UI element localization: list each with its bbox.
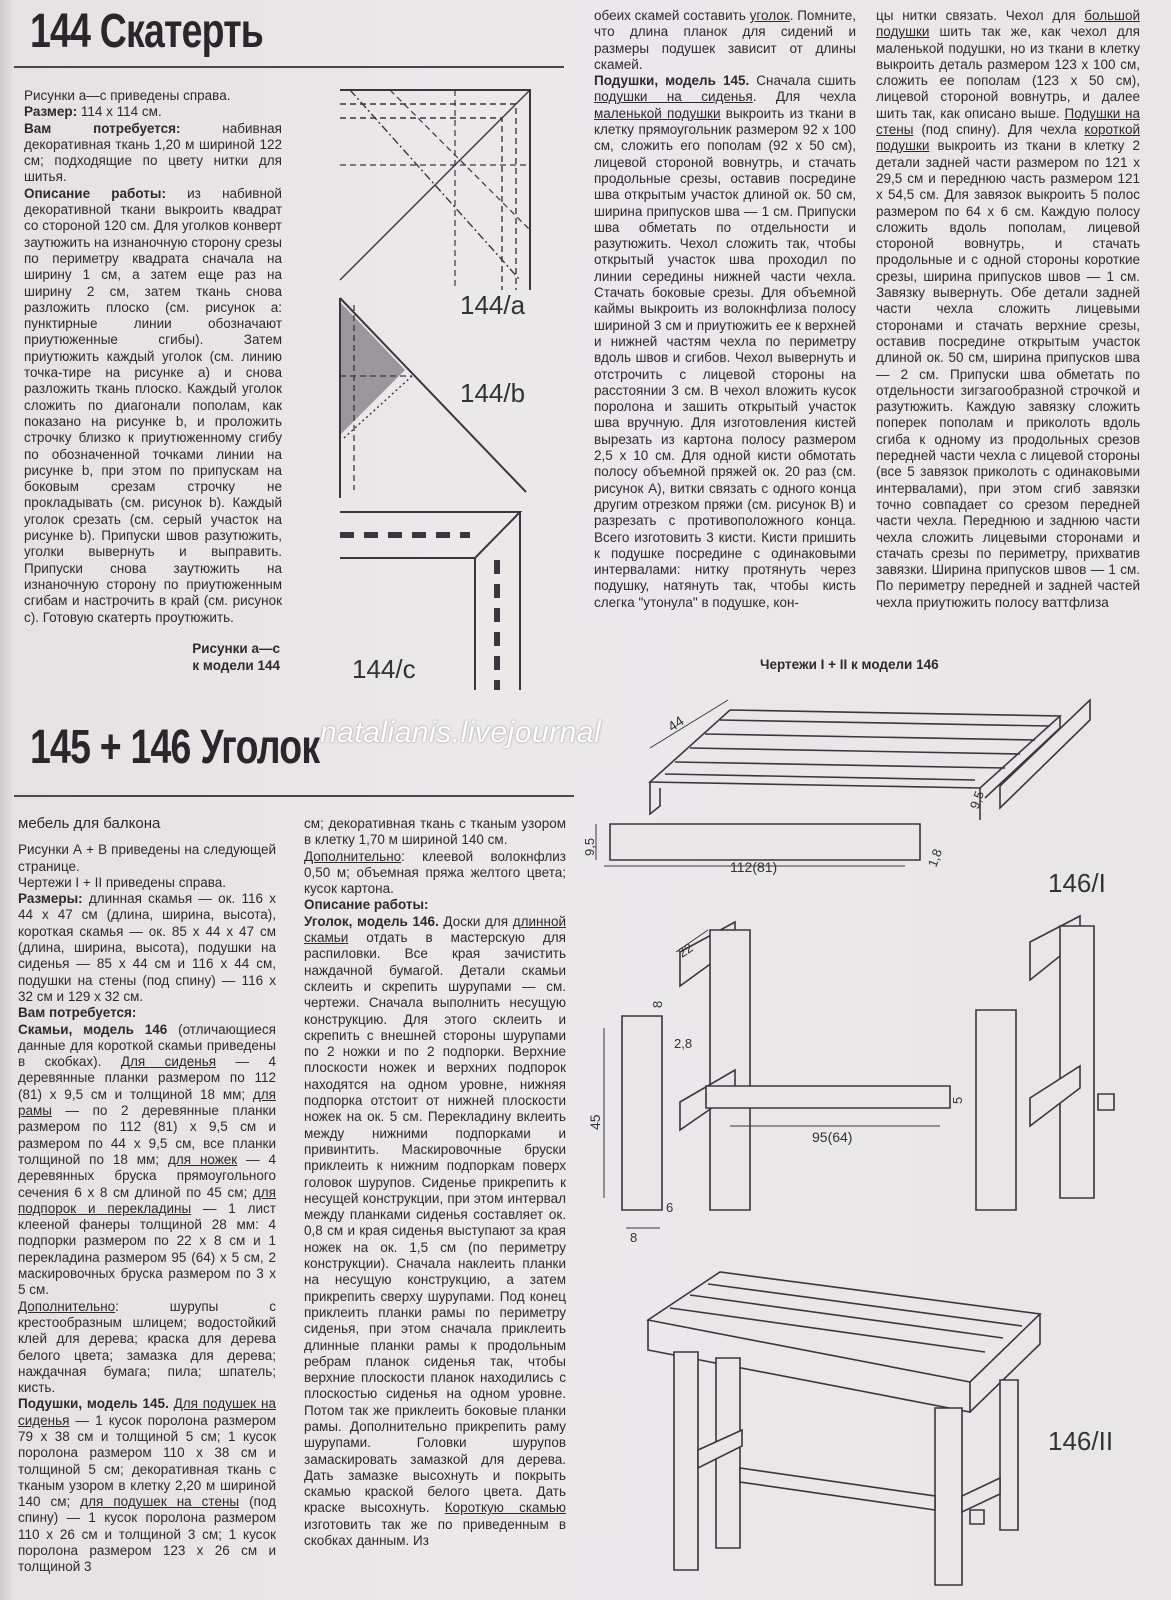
pillows-label-2: Подушки, модель 145.	[594, 73, 750, 89]
col4-b: шить так же, как чехол для маленькой подушки, но из ткани в клетку выкроить деталь размером 123 х 100 см, сложить ее пополам (123 х 50 см), лицевой стороной вовнутрь, и далее шить так, как описано выше.	[876, 24, 1140, 121]
big-pillow-link: большой подушки	[876, 8, 1140, 40]
figure-caption-144	[150, 640, 280, 674]
additional-heading: Дополнительно	[18, 1298, 116, 1314]
dim-44: 44	[664, 712, 687, 735]
figure-label-146-II: 146/II	[1048, 1426, 1114, 1456]
section-title-144: 144 Скатерть	[30, 5, 264, 58]
supports-heading: для подпорок и перекладины	[18, 1184, 276, 1216]
figure-label-146-I: 146/I	[1048, 868, 1106, 898]
materials-value: набивная декоративная ткань 1,20 м шириной 122 см; подходящие по цвету нитки для шитья.	[24, 120, 282, 185]
benches-label: Скамьи, модель 146	[18, 1021, 168, 1037]
text-144	[24, 88, 282, 626]
corner-label: Уголок, модель 146.	[304, 913, 439, 929]
seat-heading: Для сиденья	[120, 1054, 217, 1070]
long-bench-link: длинной скамьи	[304, 913, 566, 946]
seat-pillows-link: подушки на сиденья	[594, 89, 753, 105]
caption-line-2: к модели 144	[192, 658, 280, 673]
additional-value: : шурупы с крестообразным шлицем; водостойкий клей для дерева; краска для дерева белого цвета; замазка для дерева; наждачная бумага; пила; шпатель; кисть.	[18, 1298, 276, 1396]
drawings-caption: Чертежи I + II к модели 146	[760, 657, 939, 672]
drawing-146-II	[648, 1272, 1040, 1585]
instructions-value: из набивной декоративной ткани выкроить квадрат со стороной 120 см. Для уголков конверт заутюжить на изнаночную сторону срезы по периметру квадрата сначала на ширину 1 см, а затем еще раз на ширину 2 см, затем ткань снова разложить плоско (см. рисунок a: пунктирные линии обозначают приутюженные сгибы). Затем приутюжить каждый уголок (см. линию точка-тире на рисунке a) и снова разложить ткань плоско. Каждый уголок сложить по диагонали пополам, как показано на рисунке b, и проложить строчку близко к приутюженному сгибу по обозначенной точками линии на рисунке b, при этом по припускам на боковым срезам строчку не прокладывать (см. рисунок b). Каждый уголок срезать (см. серый участок на рисунке b). Припуски швов разутюжить, уголки вывернуть и выправить. Припуски снова заутюжить на изнаночную сторону по приутюженным сгибам и настрочить в край (см. рисунок c). Готовую скатерть проутюжить.	[24, 185, 282, 625]
text-145-col1	[18, 816, 276, 1576]
refs-line-2: Чертежи I + II приведены справа.	[18, 874, 227, 890]
col4-d: выкроить из ткани в клетку 2 детали задней части размером по 121 х 29,5 см и переднюю часть размером 121 х 54,5 см. Для завязок выкроить 5 полос размером по 64 х 6 см. Каждую полосу сложить вдоль пополам, лицевой стороной вовнутрь, и стачать продольные и с одной стороны короткие срезы, ширина припусков швов — 1 см. Завязку вывернуть. Обе детали задней части чехла сложить лицевыми сторонами и стачать верхние срезы, оставив посредине открытым участок длиной ок. 50 см, ширина припусков шва — 2 см. Припуски шва обметать по отдельности зигзагообразной строчкой и разутюжить. Каждую завязку сложить поперек пополам и приколоть вдоль сгиба к одному из продольных срезов передней части чехла с лицевой стороны (все 5 завязок приколоть с одинаковыми интервалами), при этом сгиб завязки точно совпадает со срезом передней части чехла. Переднюю и заднюю части чехла сложить лицевыми сторонами и стачать срезы по периметру, прихватив завязки. Ширина припусков швов — 1 см. По периметру передней и задней частей чехла приутюжить полосу ваттфлиза	[876, 138, 1140, 610]
corner-pre: Доски для	[438, 913, 513, 929]
refs-line-1: Рисунки А + В приведены на следующей странице.	[18, 842, 276, 874]
short-pillow-link: короткой подушки	[876, 122, 1140, 154]
dim-2-8: 2,8	[674, 1036, 693, 1051]
legs-heading: для ножек	[167, 1151, 238, 1167]
additional-value-2: : клеевой волокнфлиз 0,50 м; объемная пряжа желтого цвета; кусок картона.	[304, 848, 566, 897]
col3-pil-b: . Для чехла	[752, 89, 856, 105]
instructions-label-2: Описание работы:	[304, 897, 429, 913]
dim-112-81: 112(81)	[730, 859, 778, 875]
col4-c: (под спину). Для чехла	[913, 122, 1085, 138]
short-bench-value: изготовить так же по приведенным в скобках данным. Из	[304, 1516, 566, 1549]
seat-pillows-heading: Для подушек на сиденья	[18, 1396, 276, 1428]
dim-6: 6	[666, 1200, 674, 1215]
title-rule-144	[14, 66, 564, 68]
dim-8-top: 8	[650, 1000, 665, 1008]
short-bench-heading: Короткую скамью	[444, 1500, 567, 1516]
col4-a: цы нитки связать. Чехол для	[876, 8, 1085, 23]
dim-5: 5	[950, 1096, 965, 1104]
corner-instructions: отдать в мастерскую для распиловки. Все края зачистить наждачной бумагой. Детали скамьи склеить и скрепить шурупами — см. чертежи. Сначала выполнить несущую конструкцию. Для этого склеить и скрепить с внешней стороны шурупами по 2 ножки и по 2 подпорки. Верхние плоскости ножек и верхних подпорок находятся на одном уровне, нижняя подпорка отстоит от нижней плоскости ножек на ок. 5 см. Перекладину вклеить между нижними подпорками и привинтить. Маскировочные бруски приклеить к нижним подпоркам поверх головок шурупов. Сиденье прикрепить к несущей конструкции, при этом интервал между планками сиденья составляет ок. 0,8 см и края сиденья выступают за края ножек на ок. 1,5 см (по периметру конструкции). Сначала наклеить планки на несущую конструкцию, а затем прикрепить сверху шурупами. Под конец приклеить планки рамы по периметру сиденья, при этом сначала приклеить длинные планки рамы к продольным ребрам планок сиденья так, чтобы верхние плоскости планок находились с плоскостью сиденья на одном уровне. Потом так же приклеить боковые планки рамы. Дополнительно прикрепить раму шурупами. Головки шурупов замаскировать замазкой для дерева. Дать замазке высохнуть и покрыть скамью краской белого цвета. Дать краске высохнуть.	[304, 930, 566, 1516]
figure-144a	[340, 90, 530, 290]
frame-value: — по 2 деревянные планки размером по 112 (81) х 9,5 см и размером по 44 х 9,5 см, все планки толщиной по 18 мм;	[18, 1103, 276, 1167]
text-col4	[876, 8, 1140, 611]
caption-line-1: Рисунки a—c	[192, 641, 280, 656]
intro-line: Рисунки a—c приведены справа.	[24, 88, 231, 103]
seat-pillows-value: — 1 кусок поролона размером 79 х 38 см и толщиной 5 см; 1 кусок поролона размером 110 х 38 см и толщиной 5 см; декоративная ткань с тканым узором в клетку 2,20 м шириной 140 см;	[18, 1412, 276, 1510]
size-value: 114 х 114 см.	[77, 104, 162, 120]
dim-9-5-left: 9,5	[582, 837, 597, 856]
wall-pillows-value: (под спину) — 1 кусок поролона размером 110 х 26 см и толщиной 3 см; 1 кусок поролона размером 123 х 26 см и толщиной 3	[18, 1494, 276, 1575]
text-145-col2	[304, 816, 566, 1549]
fabric-line: см; декоративная ткань с тканым узором в клетку 1,70 м шириной 140 см.	[304, 816, 566, 848]
drawings-146	[582, 690, 1165, 1595]
figure-label-144c: 144/c	[352, 654, 416, 684]
watermark: natalianis.livejournal	[320, 716, 602, 749]
legs-value: — 4 деревянных бруска прямоугольного сечения 6 х 8 см длиной по 45 см;	[18, 1151, 276, 1200]
seat-value: — 4 деревянные планки размером по 112 (81) х 9,5 см и толщиной 18 мм;	[18, 1054, 276, 1102]
text-col3	[594, 8, 856, 611]
frame-heading: для рамы	[18, 1086, 276, 1119]
dim-95-64: 95(64)	[812, 1129, 853, 1145]
instructions-label: Описание работы:	[24, 185, 166, 201]
col3-p1a: обеих скамей составить	[594, 8, 750, 23]
wall-pillows-heading: для подушек на стены	[80, 1494, 240, 1510]
dimensions-value: длинная скамья — ок. 116 х 44 х 47 см (длина, ширина, высота), короткая скамья — ок. 85 х 44 х 47 см (длина, ширина, высота), подушки на сиденья — 85 х 44 см и 116 х 44 см, подушки на стены (под спину) — 116 х 32 см и 129 х 32 см.	[18, 891, 276, 1004]
dimensions-label: Размеры:	[18, 891, 83, 907]
figure-label-144b: 144/b	[460, 378, 526, 408]
section-title-145-146: 145 + 146 Уголок	[30, 721, 320, 774]
dim-1-8: 1,8	[924, 846, 946, 870]
supports-value: — 1 лист клееной фанеры толщиной 28 мм: 4 подпорки размером по 22 х 8 см и 1 перекладина размером 95 (64) х 5 см, 2 маскировочных бруска размером по 3 х 5 см.	[18, 1200, 276, 1298]
dim-8-bottom: 8	[630, 1230, 638, 1245]
figure-label-144a: 144/a	[460, 290, 526, 320]
drawing-146-legs	[604, 916, 1114, 1228]
corner-link: уголок	[749, 8, 790, 23]
additional-heading-2: Дополнительно	[304, 848, 402, 864]
benches-value: (отличающиеся данные для короткой скамьи приведены в скобках).	[18, 1021, 276, 1070]
dim-9-5-top: 9,5	[966, 788, 988, 812]
col3-p1b: . Помните, что длина планок для сидений и размеры подушек зависит от длины скамей.	[594, 8, 857, 72]
materials-label: Вам потребуется:	[18, 1005, 137, 1021]
dim-22: 22	[675, 939, 696, 961]
wall-pillows-link: Подушки на стены	[876, 105, 1140, 138]
pillows-label: Подушки, модель 145.	[18, 1396, 169, 1412]
materials-label: Вам потребуется:	[24, 120, 181, 136]
dim-45: 45	[587, 1114, 603, 1130]
small-pillow-instructions: выкроить из ткани в клетку прямоугольник размером 92 х 100 см, сложить его пополам (92 х 50 см), лицевой стороной вовнутрь, и стачать продольные срезы, оставив посредине шва открытым участок длиной ок. 50 см, ширина припусков шва — 1 см. Припуски шва обметать по отдельности и разутюжить. Чехол сложить так, чтобы открытый участок шва проходил по линии середины нижней части чехла. Стачать боковые срезы. Для объемной каймы выкроить из волокнфлиза полосу шириной 3 см и приутюжить ее к верхней и нижней частям чехла по периметру вдоль швов и сгибов. Чехол вывернуть и отстрочить с лицевой стороны на расстоянии 3 см. В чехол вложить кусок поролона и зашить открытый участок шва вручную. Для изготовления кистей вырезать из картона полосу размером 2,5 х 10 см. Для одной кисти обмотать полосу объемной пряжей ок. 20 раз (см. рисунок А), витки связать с одного конца другим отрезком пряжи (см. рисунок В) и разрезать с противоположного конца. Всего изготовить 3 кисти. Кисти пришить к подушке посредине с одинаковыми интервалами: нитку протянуть через подушку, натянуть так, чтобы кисть слегка "утонула" в подушке, кон-	[594, 105, 857, 610]
title-rule-145	[14, 795, 574, 797]
subtitle: мебель для балкона	[18, 815, 161, 832]
size-label: Размер:	[24, 104, 78, 120]
figures-144	[330, 80, 570, 700]
small-pillow-link: маленькой подушки	[594, 105, 721, 121]
col3-pil-a: Сначала сшить	[749, 73, 856, 89]
